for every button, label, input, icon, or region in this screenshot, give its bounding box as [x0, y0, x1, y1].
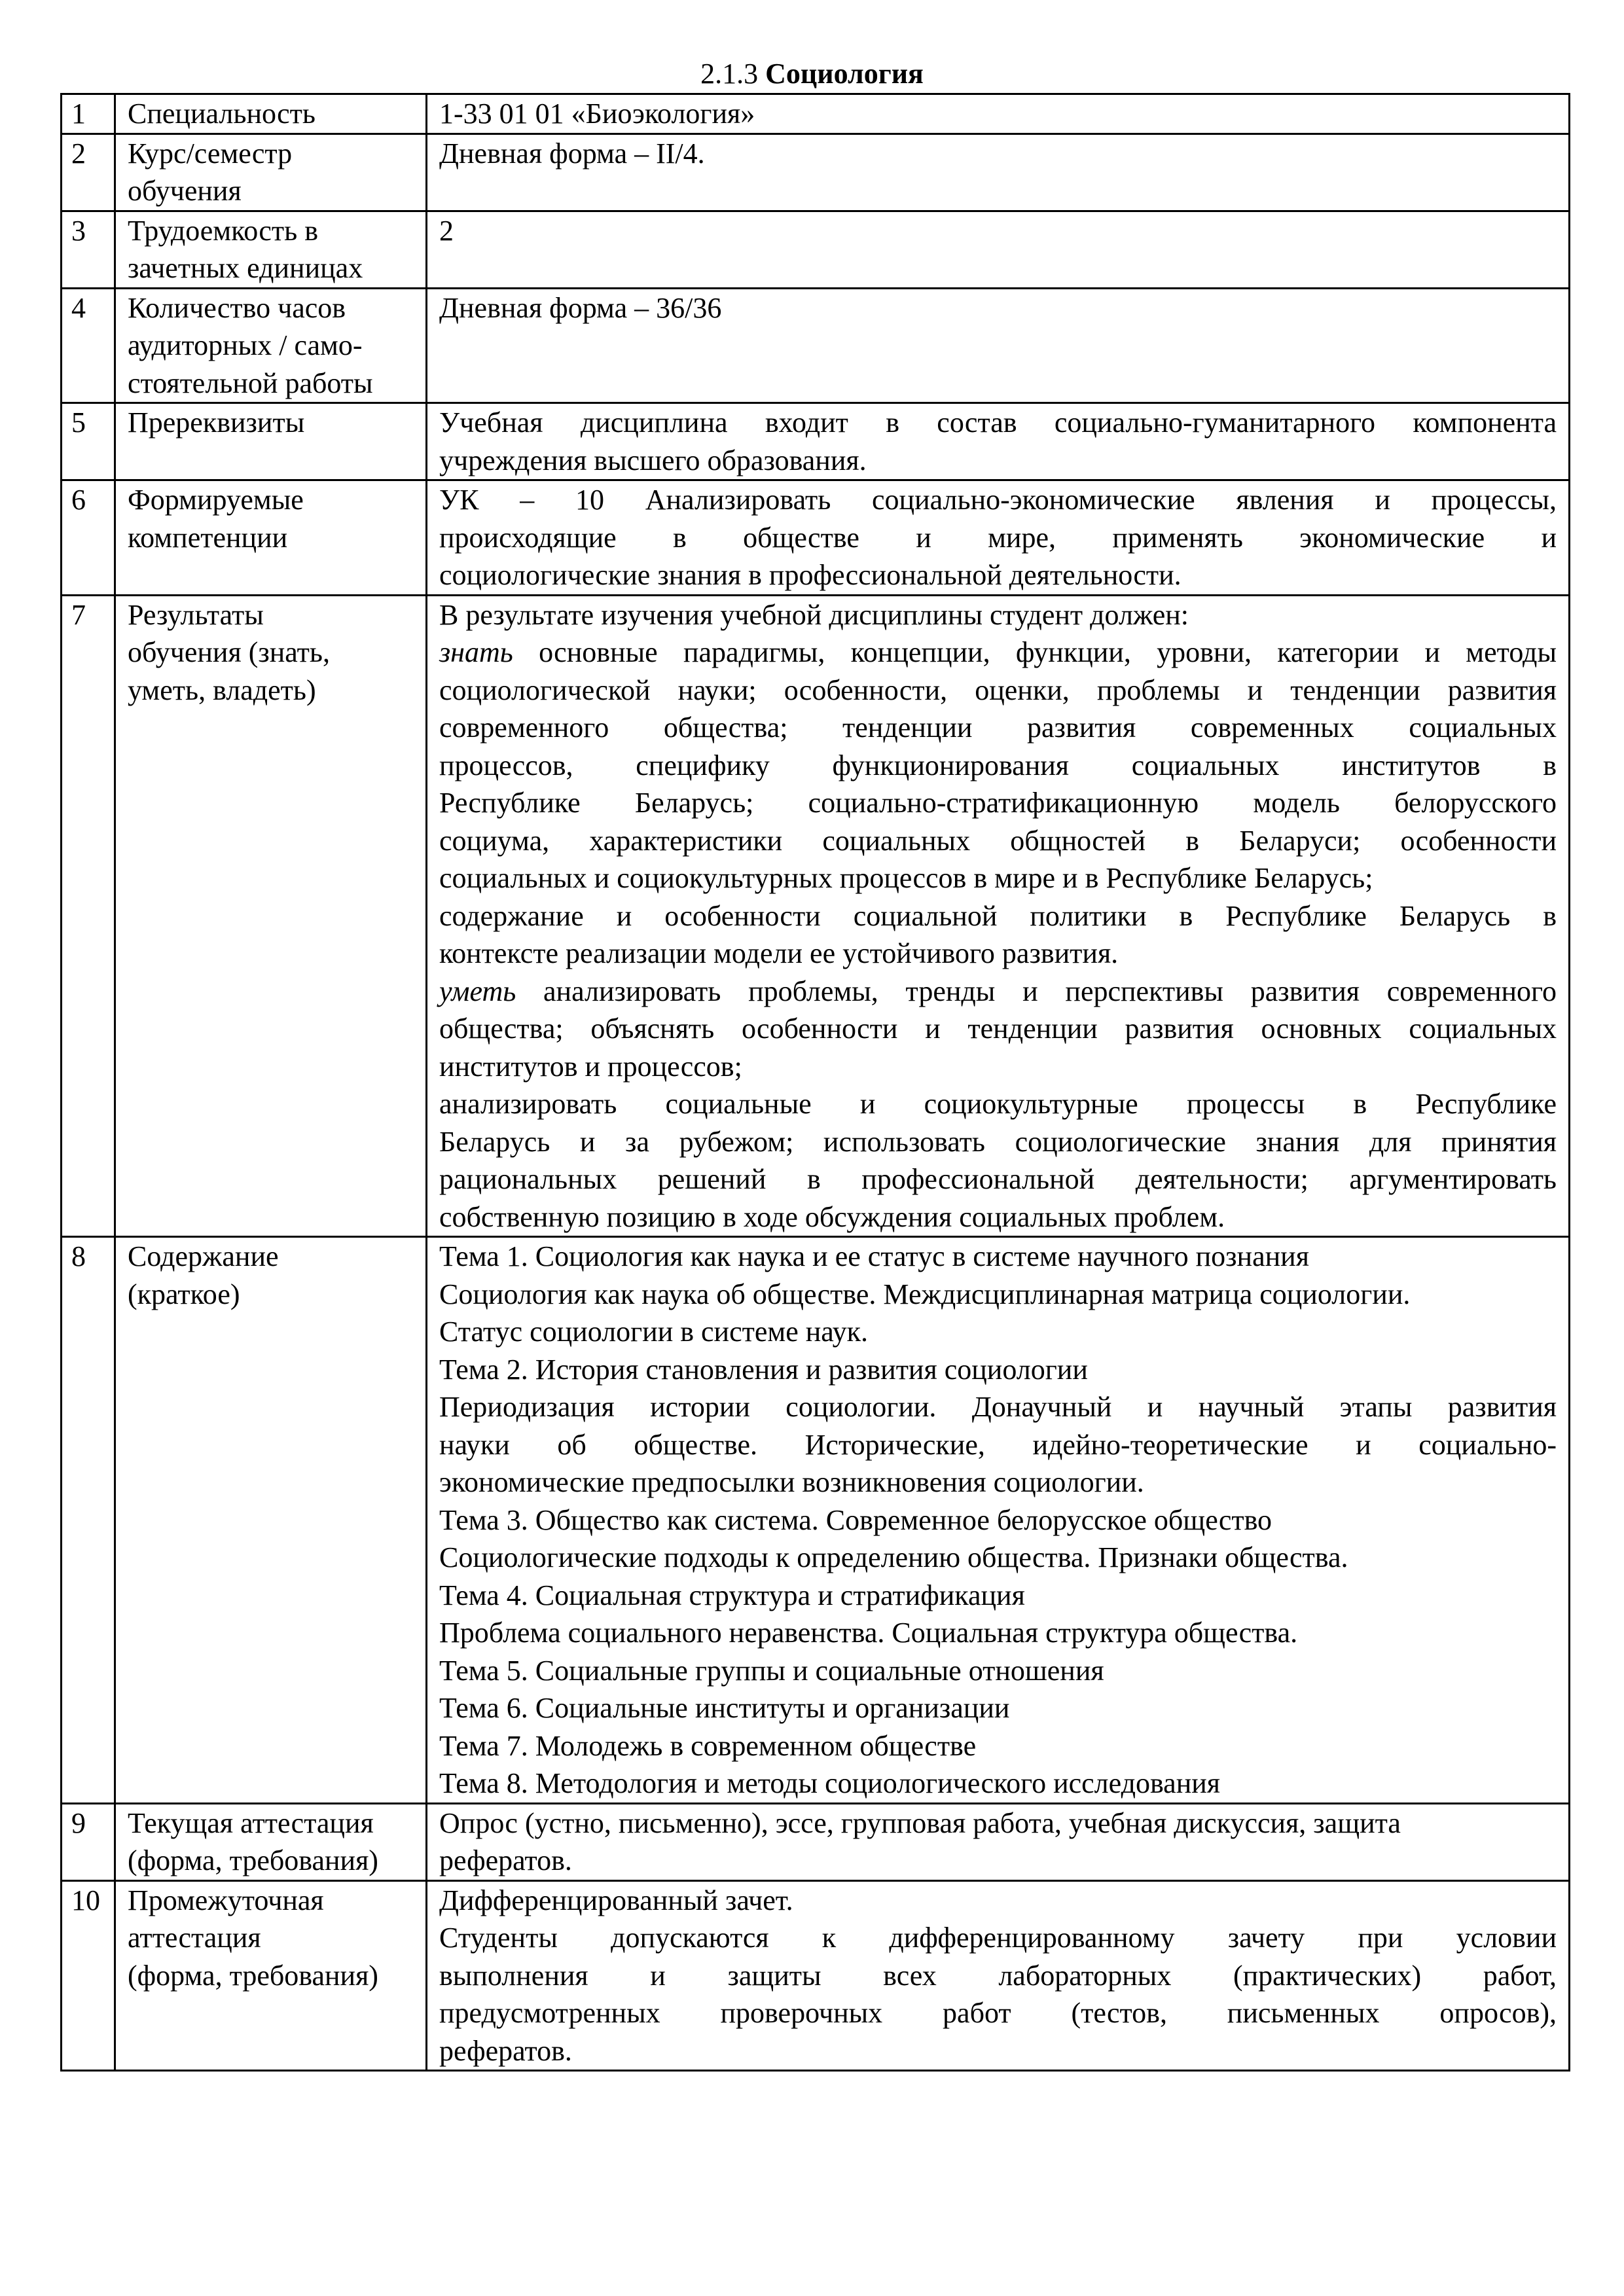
topic-heading: Тема 1. Социология как наука и ее статус в системе научного познания	[439, 1240, 1309, 1272]
row-content: Тема 1. Социология как наука и ее статус в системе научного познания Социология как наука об обществе. Междисциплинарная матрица социологии. Статус социологии в системе наук. Тема 2. История становления и развития социологии Периодизация истории социологии. Донаучный и научный этапы развития науки об обществе. Исторические, идейно-теоретические и социально- экономические предпосылки возникновения социологии. Тема 3. Общество как система. Современное белорусское общество Социологические подходы к определению общества. Признаки общества. Тема 4. Социальная структура и стратификация Проблема социального неравенства. Социальная структура общества. Тема 5. Социальные группы и социальные отношения Тема 6. Социальные институты и организации Тема 7. Молодежь в современном обществе Тема 8. Методология и методы социологического исследования	[427, 1237, 1570, 1804]
topic-heading: Тема 2. История становления и развития социологии	[439, 1353, 1088, 1386]
section-number: 2.1.3	[700, 58, 759, 90]
table-row	[62, 595, 1570, 1237]
table-row	[62, 211, 1570, 288]
row-label: Курс/семестр обучения	[115, 134, 427, 211]
row-content: Дневная форма – 36/36	[427, 288, 1570, 403]
row-number: 1	[62, 94, 115, 134]
row-content: Дифференцированный зачет. Студенты допускаются к дифференцированному зачету при условии выполнения и защиты всех лабораторных (практических) работ, предусмотренных проверочных работ (тестов, письменных опросов), рефератов.	[427, 1880, 1570, 2071]
discipline-name: Социология	[765, 58, 924, 90]
row-label: Трудоемкость в зачетных единицах	[115, 211, 427, 288]
row-label: Количество часов аудиторных / само- стоятельной работы	[115, 288, 427, 403]
row-number: 10	[62, 1880, 115, 2071]
row-number: 7	[62, 595, 115, 1237]
topic-heading: Тема 3. Общество как система. Современное белорусское общество	[439, 1503, 1272, 1536]
table-row	[62, 94, 1570, 134]
row-content: УК – 10 Анализировать социально-экономические явления и процессы, происходящие в обществе и мире, применять экономические и социологические знания в профессиональной деятельности.	[427, 480, 1570, 596]
results-intro: В результате изучения учебной дисциплины студент должен:	[439, 598, 1189, 631]
row-number: 8	[62, 1237, 115, 1804]
row-content: Дневная форма – II/4.	[427, 134, 1570, 211]
table-row	[62, 1237, 1570, 1804]
able-line: уметь анализировать проблемы, тренды и перспективы развития современного	[439, 975, 1557, 1007]
row-number: 2	[62, 134, 115, 211]
topic-heading: Тема 6. Социальные институты и организации	[439, 1692, 1010, 1724]
row-label: Результаты обучения (знать, уметь, владеть)	[115, 595, 427, 1237]
row-content: 2	[427, 211, 1570, 288]
table-row	[62, 1803, 1570, 1880]
emphasis-keyword: знать	[439, 636, 513, 668]
row-content: 1-33 01 01 «Биоэкология»	[427, 94, 1570, 134]
topic-heading: Тема 4. Социальная структура и стратификация	[439, 1579, 1025, 1611]
emphasis-keyword: уметь	[439, 975, 516, 1007]
syllabus-table	[60, 93, 1570, 2072]
row-label: Формируемые компетенции	[115, 480, 427, 596]
table-row	[62, 403, 1570, 480]
row-label: Содержание (краткое)	[115, 1237, 427, 1804]
row-number: 6	[62, 480, 115, 596]
table-row	[62, 288, 1570, 403]
row-number: 3	[62, 211, 115, 288]
table-row	[62, 1880, 1570, 2071]
row-content: Опрос (устно, письменно), эссе, групповая работа, учебная дискуссия, защита рефератов.	[427, 1803, 1570, 1880]
row-number: 5	[62, 403, 115, 480]
row-label: Промежуточная аттестация (форма, требования)	[115, 1880, 427, 2071]
page-title	[0, 55, 1624, 93]
row-label: Текущая аттестация (форма, требования)	[115, 1803, 427, 1880]
row-number: 9	[62, 1803, 115, 1880]
topic-heading: Тема 8. Методология и методы социологического исследования	[439, 1767, 1221, 1799]
table-row	[62, 134, 1570, 211]
topic-heading: Тема 7. Молодежь в современном обществе	[439, 1729, 977, 1762]
row-content: Учебная дисциплина входит в состав социально-гуманитарного компонента учреждения высшего образования.	[427, 403, 1570, 480]
topic-heading: Тема 5. Социальные группы и социальные отношения	[439, 1654, 1104, 1687]
row-label: Пререквизиты	[115, 403, 427, 480]
row-label: Специальность	[115, 94, 427, 134]
row-content: В результате изучения учебной дисциплины студент должен: знать основные парадигмы, концепции, функции, уровни, категории и методы социологической науки; особенности, оценки, проблемы и тенденции развития современного общества; тенденции развития современных социальных процессов, специфику функционирования социальных институтов в Республике Беларусь; социально-стратификационную модель белорусского социума, характеристики социальных общностей в Беларуси; особенности социальных и социокультурных процессов в мире и в Республике Беларусь; содержание и особенности социальной политики в Республике Беларусь в контексте реализации модели ее устойчивого развития. уметь анализировать проблемы, тренды и перспективы развития современного общества; объяснять особенности и тенденции развития основных социальных институтов и процессов; анализировать социальные и социокультурные процессы в Республике Беларусь и за рубежом; использовать социологические знания для принятия рациональных решений в профессиональной деятельности; аргументировать собственную позицию в ходе обсуждения социальных проблем.	[427, 595, 1570, 1237]
table-row	[62, 480, 1570, 596]
row-number: 4	[62, 288, 115, 403]
know-line: знать основные парадигмы, концепции, функции, уровни, категории и методы	[439, 636, 1557, 668]
